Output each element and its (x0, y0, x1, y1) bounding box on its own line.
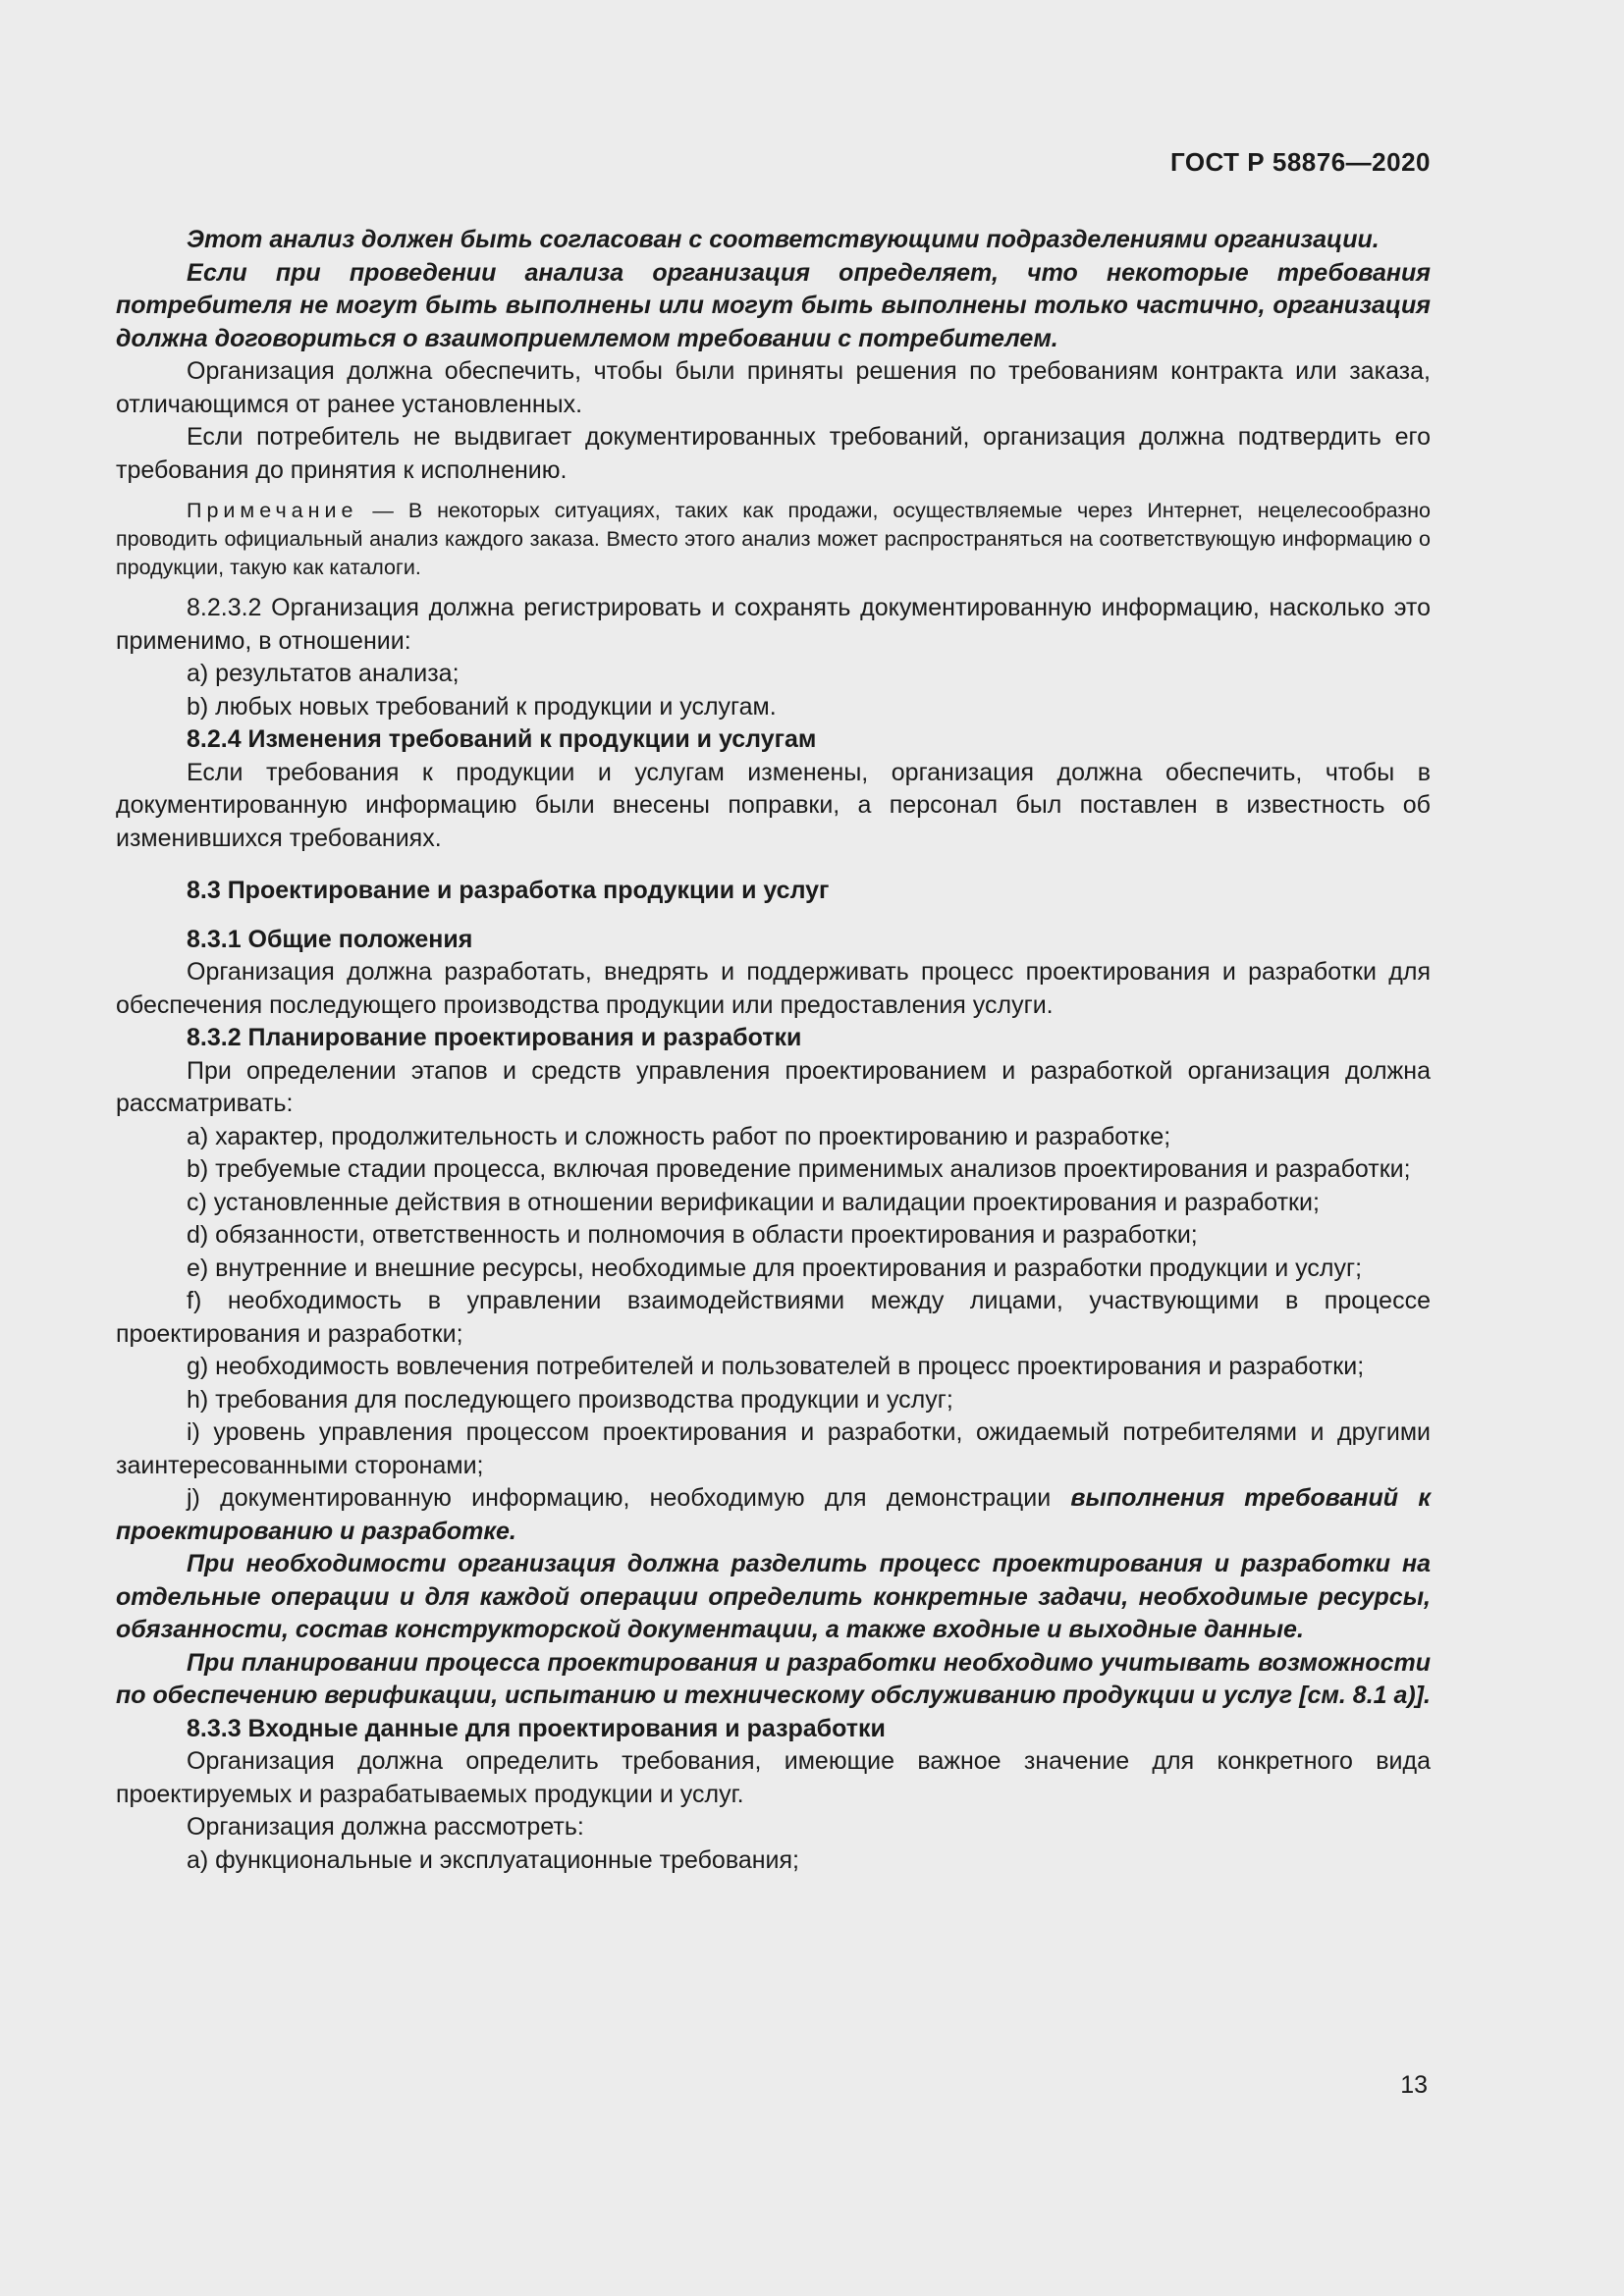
section-heading: 8.3 Проектирование и разработка продукции и услуг (187, 877, 830, 904)
list-item: а) функциональные и эксплуатационные требования; (187, 1845, 799, 1874)
note (116, 497, 1431, 582)
list-item: f) необходимость в управлении взаимодействиями между лицами, участвующими в процессе проектирования и разработки; (116, 1287, 1431, 1348)
paragraph: Если при проведении анализа организация определяет, что некоторые требования потребителя не могут быть выполнены или могут быть выполнены только частично, организация должна договориться о взаимоприемлемом требовании с потребителем. (116, 258, 1431, 352)
list-item: c) установленные действия в отношении верификации и валидации проектирования и разработки; (187, 1188, 1320, 1216)
page-number: 13 (1400, 2071, 1428, 2099)
paragraph: Этот анализ должен быть согласован с соответствующими подразделениями организации. (187, 226, 1380, 253)
list-item-text: j) документированную информацию, необходимую для демонстрации (187, 1484, 1071, 1512)
paragraph: При планировании процесса проектирования и разработки необходимо учитывать возможности по обеспечению верификации, испытанию и техническому обслуживанию продукции и услуг [см. 8.1 а)]. (116, 1648, 1432, 1709)
paragraph: Организация должна разработать, внедрять и поддерживать процесс проектирования и разработки для обеспечения последующего производства продукции или предоставления услуги. (116, 958, 1431, 1019)
list-item: а) результатов анализа; (187, 660, 460, 687)
paragraph: При определении этапов и средств управления проектированием и разработкой организация должна рассматривать: (116, 1056, 1431, 1117)
list-item: b) требуемые стадии процесса, включая проведение применимых анализов проектирования и разработки; (187, 1155, 1411, 1183)
document-header: ГОСТ Р 58876—2020 (1169, 147, 1431, 177)
list-item: а) характер, продолжительность и сложность работ по проектированию и разработке; (187, 1122, 1171, 1150)
paragraph: 8.2.3.2 Организация должна регистрировать и сохранять документированную информацию, насколько это применимо, в отношении: (116, 594, 1431, 655)
list-item: h) требования для последующего производства продукции и услуг; (187, 1385, 953, 1414)
section-heading: 8.3.1 Общие положения (187, 925, 473, 953)
section-heading: 8.2.4 Изменения требований к продукции и услугам (187, 725, 817, 753)
paragraph: При необходимости организация должна разделить процесс проектирования и разработки на отдельные операции и для каждой операции определить конкретные задачи, необходимые ресурсы, обязанности, состав конструкторской документации, а также входные и выходные данные. (116, 1550, 1431, 1643)
paragraph: Если потребитель не выдвигает документированных требований, организация должна подтвердить его требования до принятия к исполнению. (116, 423, 1431, 484)
list-item-emphasis: выполнения требований к проектированию и разработке. (116, 1484, 1431, 1545)
list-item: b) любых новых требований к продукции и услугам. (187, 692, 777, 721)
paragraph: Организация должна обеспечить, чтобы были приняты решения по требованиям контракта или заказа, отличающимся от ранее установленных. (116, 357, 1431, 418)
section-heading: 8.3.2 Планирование проектирования и разработки (187, 1024, 802, 1051)
note-label: Примечание (187, 499, 358, 522)
paragraph: Организация должна рассмотреть: (187, 1813, 584, 1841)
list-item: i) уровень управления процессом проектирования и разработки, ожидаемый потребителями и другими заинтересованными сторонами; (116, 1418, 1431, 1479)
document-body (116, 224, 1431, 1877)
section-heading: 8.3.3 Входные данные для проектирования и разработки (187, 1714, 886, 1742)
list-item: e) внутренние и внешние ресурсы, необходимые для проектирования и разработки продукции и услуг; (187, 1254, 1363, 1282)
list-item: d) обязанности, ответственность и полномочия в области проектирования и разработки; (187, 1221, 1198, 1249)
note-text: — В некоторых ситуациях, таких как продажи, осуществляемые через Интернет, нецелесообразно проводить официальный анализ каждого заказа. Вместо этого анализ может распространяться на соответствующую информацию о продукции, такую как каталоги. (116, 499, 1431, 579)
list-item (116, 1482, 1431, 1548)
list-item: g) необходимость вовлечения потребителей и пользователей в процесс проектирования и разработки; (187, 1353, 1365, 1380)
paragraph: Организация должна определить требования, имеющие важное значение для конкретного вида проектируемых и разрабатываемых продукции и услуг. (116, 1747, 1431, 1808)
paragraph: Если требования к продукции и услугам изменены, организация должна обеспечить, чтобы в документированную информацию были внесены поправки, а персонал был поставлен в известность об изменившихся требованиях. (116, 758, 1431, 852)
